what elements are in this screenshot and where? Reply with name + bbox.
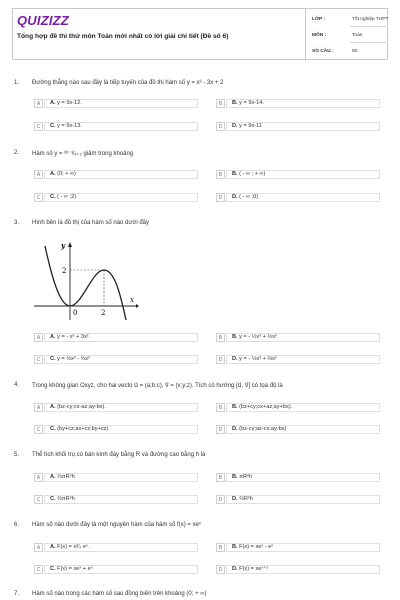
option-letter-box: A xyxy=(34,403,43,412)
option-label: D. xyxy=(232,426,238,432)
option-text xyxy=(232,123,262,129)
document-title: Tổng hợp đề thi thử môn Toán mới nhất có lời giải chi tiết (Đề số 6) xyxy=(17,33,229,40)
option-value: F(x) = xeˣ + eˣ xyxy=(57,566,93,572)
option-value: ( - ∞ ; + ∞) xyxy=(239,171,266,177)
question-text: Đường thẳng nào sau đây là tiếp tuyến của đồ thị hàm số y = x³ - 3x + 2 xyxy=(32,80,224,86)
x-tick-label: 2 xyxy=(101,309,106,317)
meta-row-count xyxy=(306,45,390,59)
question-text: Thể tích khối trụ có bán kính đáy bằng R và đường cao bằng h là xyxy=(32,452,206,458)
option-label: A. xyxy=(50,100,56,106)
option-value: y = 9x-13. xyxy=(57,123,82,129)
option-value: y = - ½x³ + ½x² xyxy=(239,334,277,340)
option-text xyxy=(50,544,91,550)
option-value: ( - ∞ ;2) xyxy=(57,194,77,200)
option-letter-box: A xyxy=(34,473,43,482)
option-letter-box: C xyxy=(34,495,43,504)
question-text: Hình bên là đồ thị của hàm số nào dưới đây xyxy=(32,220,150,226)
option-value: ⅓πR²h xyxy=(57,474,75,480)
option-value: y = - x³ + 3x² . xyxy=(57,334,92,340)
option-label: C. xyxy=(50,566,56,572)
option-value: πR²h xyxy=(239,474,253,480)
option-label: B. xyxy=(232,171,238,177)
option-letter-box: B xyxy=(216,170,225,179)
option-letter-box: D xyxy=(216,425,225,434)
option-letter-box: B xyxy=(216,403,225,412)
question-number: 3. xyxy=(14,220,20,226)
option-value: y = 9x-11 xyxy=(239,123,262,129)
meta-value: 50 xyxy=(352,49,358,54)
option-text xyxy=(50,404,106,410)
question-number: 1. xyxy=(14,80,20,86)
option-text xyxy=(232,356,277,362)
question-number: 6. xyxy=(14,522,20,528)
option-letter-box: B xyxy=(216,333,225,342)
option-letter-box: D xyxy=(216,565,225,574)
option-text xyxy=(50,356,90,362)
option-label: A. xyxy=(50,171,56,177)
option-label: B. xyxy=(232,544,238,550)
meta-row-subject xyxy=(306,29,390,43)
option-text xyxy=(232,496,253,502)
option-letter-box: D xyxy=(216,355,225,364)
option-letter-box: D xyxy=(216,122,225,131)
option-text xyxy=(232,194,258,200)
option-letter-box: A xyxy=(34,170,43,179)
y-axis-label: y xyxy=(61,241,66,250)
option-label: B. xyxy=(232,100,238,106)
option-label: A. xyxy=(50,474,56,480)
option-letter-box: B xyxy=(216,99,225,108)
option-letter-box: A xyxy=(34,99,43,108)
x-axis-label: x xyxy=(130,296,134,304)
option-letter-box: C xyxy=(34,565,43,574)
option-value: F(x) = xeˣ - eˣ xyxy=(239,544,274,550)
option-text xyxy=(232,544,273,550)
option-label: C. xyxy=(50,194,56,200)
option-value: (bz-cy;cx-az;ay-bx). xyxy=(57,404,106,410)
question-number: 4. xyxy=(14,382,20,388)
option-letter-box: D xyxy=(216,193,225,202)
function-graph xyxy=(30,240,140,324)
question-number: 7. xyxy=(14,591,20,597)
option-label: B. xyxy=(232,474,238,480)
meta-label: MÔN : xyxy=(312,33,327,38)
option-text xyxy=(50,123,82,129)
option-label: A. xyxy=(50,404,56,410)
question-number: 2. xyxy=(14,150,20,156)
option-text xyxy=(232,100,264,106)
question-text: Hàm số nào trong các hàm số sau đồng biến trên khoảng (0; + ∞) xyxy=(32,591,207,597)
option-label: C. xyxy=(50,496,56,502)
origin-label: 0 xyxy=(73,309,78,317)
option-value: ⅔R²h xyxy=(239,496,253,502)
option-text xyxy=(232,404,292,410)
header xyxy=(12,8,388,60)
option-label: D. xyxy=(232,123,238,129)
option-letter-box: C xyxy=(34,355,43,364)
option-value: y = 9x-12. xyxy=(57,100,82,106)
option-text xyxy=(50,566,93,572)
option-value: (bz-cy;az-cx;ay-bx) xyxy=(239,426,287,432)
option-label: D. xyxy=(232,566,238,572)
option-value: y = 9x-14. xyxy=(239,100,264,106)
option-letter-box: A xyxy=(34,543,43,552)
option-letter-box: A xyxy=(34,333,43,342)
option-value: y = - ½x³ + ⅔x² xyxy=(239,356,277,362)
quizizz-logo: QUIZIZZ xyxy=(17,13,69,28)
question-text: Hàm số y = ³ˣ⁻¹⁄ₓ₊₂ giảm trong khoảng xyxy=(32,151,134,157)
x-axis-arrow xyxy=(136,304,139,308)
option-letter-box: B xyxy=(216,473,225,482)
option-value: (by+cz;ax+cz;by+cz). xyxy=(57,426,110,432)
option-text xyxy=(50,496,75,502)
option-label: A. xyxy=(50,544,56,550)
meta-divider xyxy=(350,42,386,43)
option-value: (0; + ∞) xyxy=(57,171,76,177)
option-value: ⅔πR²h xyxy=(57,496,75,502)
meta-box xyxy=(305,9,389,61)
option-text xyxy=(50,194,76,200)
meta-label: SỐ CÂU : xyxy=(312,49,334,54)
option-value: y = ½x³ - ⅔x² xyxy=(57,356,90,362)
option-letter-box: C xyxy=(34,193,43,202)
cubic-curve xyxy=(45,246,126,320)
question-text: Trong không gian Oxyz, cho hai vecto u⃗ = (a;b;c), v⃗ = (x;y;z). Tích có hướng [u⃗, v⃗] có tọa độ là xyxy=(32,383,283,389)
meta-divider xyxy=(350,26,386,27)
meta-row-class xyxy=(306,13,390,27)
meta-value: Tốt nghiệp THPT xyxy=(352,17,389,22)
option-text xyxy=(232,474,252,480)
option-text xyxy=(50,474,75,480)
option-text xyxy=(50,171,76,177)
option-text xyxy=(232,426,286,432)
meta-label: LỚP : xyxy=(312,17,326,22)
option-value: F(x) = x²⁄₂ eˣ . xyxy=(57,544,91,550)
option-value: (bz+cy;cx+az;ay+bx). xyxy=(239,404,293,410)
option-label: D. xyxy=(232,356,238,362)
option-label: D. xyxy=(232,194,238,200)
option-text xyxy=(50,100,82,106)
option-label: B. xyxy=(232,334,238,340)
option-text xyxy=(50,426,110,432)
option-letter-box: B xyxy=(216,543,225,552)
option-label: C. xyxy=(50,123,56,129)
y-axis-arrow xyxy=(68,242,72,247)
option-text xyxy=(50,334,92,340)
option-label: C. xyxy=(50,356,56,362)
option-label: C. xyxy=(50,426,56,432)
option-text xyxy=(232,334,277,340)
option-label: B. xyxy=(232,404,238,410)
option-value: F(x) = xeˣ⁺¹ xyxy=(239,566,269,572)
option-letter-box: D xyxy=(216,495,225,504)
option-letter-box: C xyxy=(34,122,43,131)
option-text xyxy=(232,171,265,177)
question-text: Hàm số nào dưới đây là một nguyên hàm của hàm số f(x) = xeˣ xyxy=(32,522,201,528)
option-label: D. xyxy=(232,496,238,502)
option-label: A. xyxy=(50,334,56,340)
option-letter-box: C xyxy=(34,425,43,434)
option-text xyxy=(232,566,268,572)
question-number: 5. xyxy=(14,452,20,458)
y-tick-label: 2 xyxy=(62,267,67,275)
option-value: ( - ∞ ;0) xyxy=(239,194,259,200)
meta-value: Toán xyxy=(352,33,363,38)
